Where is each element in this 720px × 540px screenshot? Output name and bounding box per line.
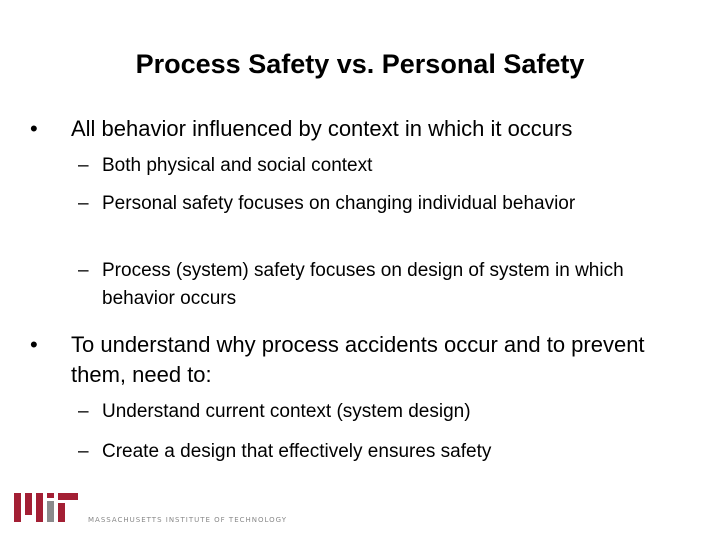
sub-bullet-item <box>78 190 678 218</box>
dash-mark: – <box>78 193 89 214</box>
sub-bullet-text: Understand current context (system design) <box>102 401 471 422</box>
sub-bullet-item <box>78 398 678 426</box>
sub-bullet-item <box>78 438 678 466</box>
bullet-item <box>30 114 680 144</box>
bullet-item <box>30 330 680 390</box>
logo-caption: MASSACHUSETTS INSTITUTE OF TECHNOLOGY <box>88 516 288 524</box>
dash-mark: – <box>78 441 89 462</box>
bullet-mark: • <box>30 116 38 141</box>
dash-mark: – <box>78 260 89 281</box>
sub-bullet-text: Process (system) safety focuses on design of system in which behavior occurs <box>102 260 624 309</box>
bullet-text: All behavior influenced by context in which it occurs <box>71 116 573 141</box>
slide-title: Process Safety vs. Personal Safety <box>135 49 585 79</box>
sub-bullet-text: Personal safety focuses on changing individual behavior <box>102 193 576 214</box>
sub-bullet-item <box>78 257 678 313</box>
sub-bullet-item <box>78 152 678 180</box>
bullet-mark: • <box>30 332 38 357</box>
sub-bullet-text: Create a design that effectively ensures safety <box>102 441 492 462</box>
dash-mark: – <box>78 401 89 422</box>
dash-mark: – <box>78 155 89 176</box>
sub-bullet-text: Both physical and social context <box>102 155 373 176</box>
mit-logo-mark-icon <box>14 493 94 523</box>
bullet-text: To understand why process accidents occur and to prevent them, need to: <box>71 332 645 387</box>
